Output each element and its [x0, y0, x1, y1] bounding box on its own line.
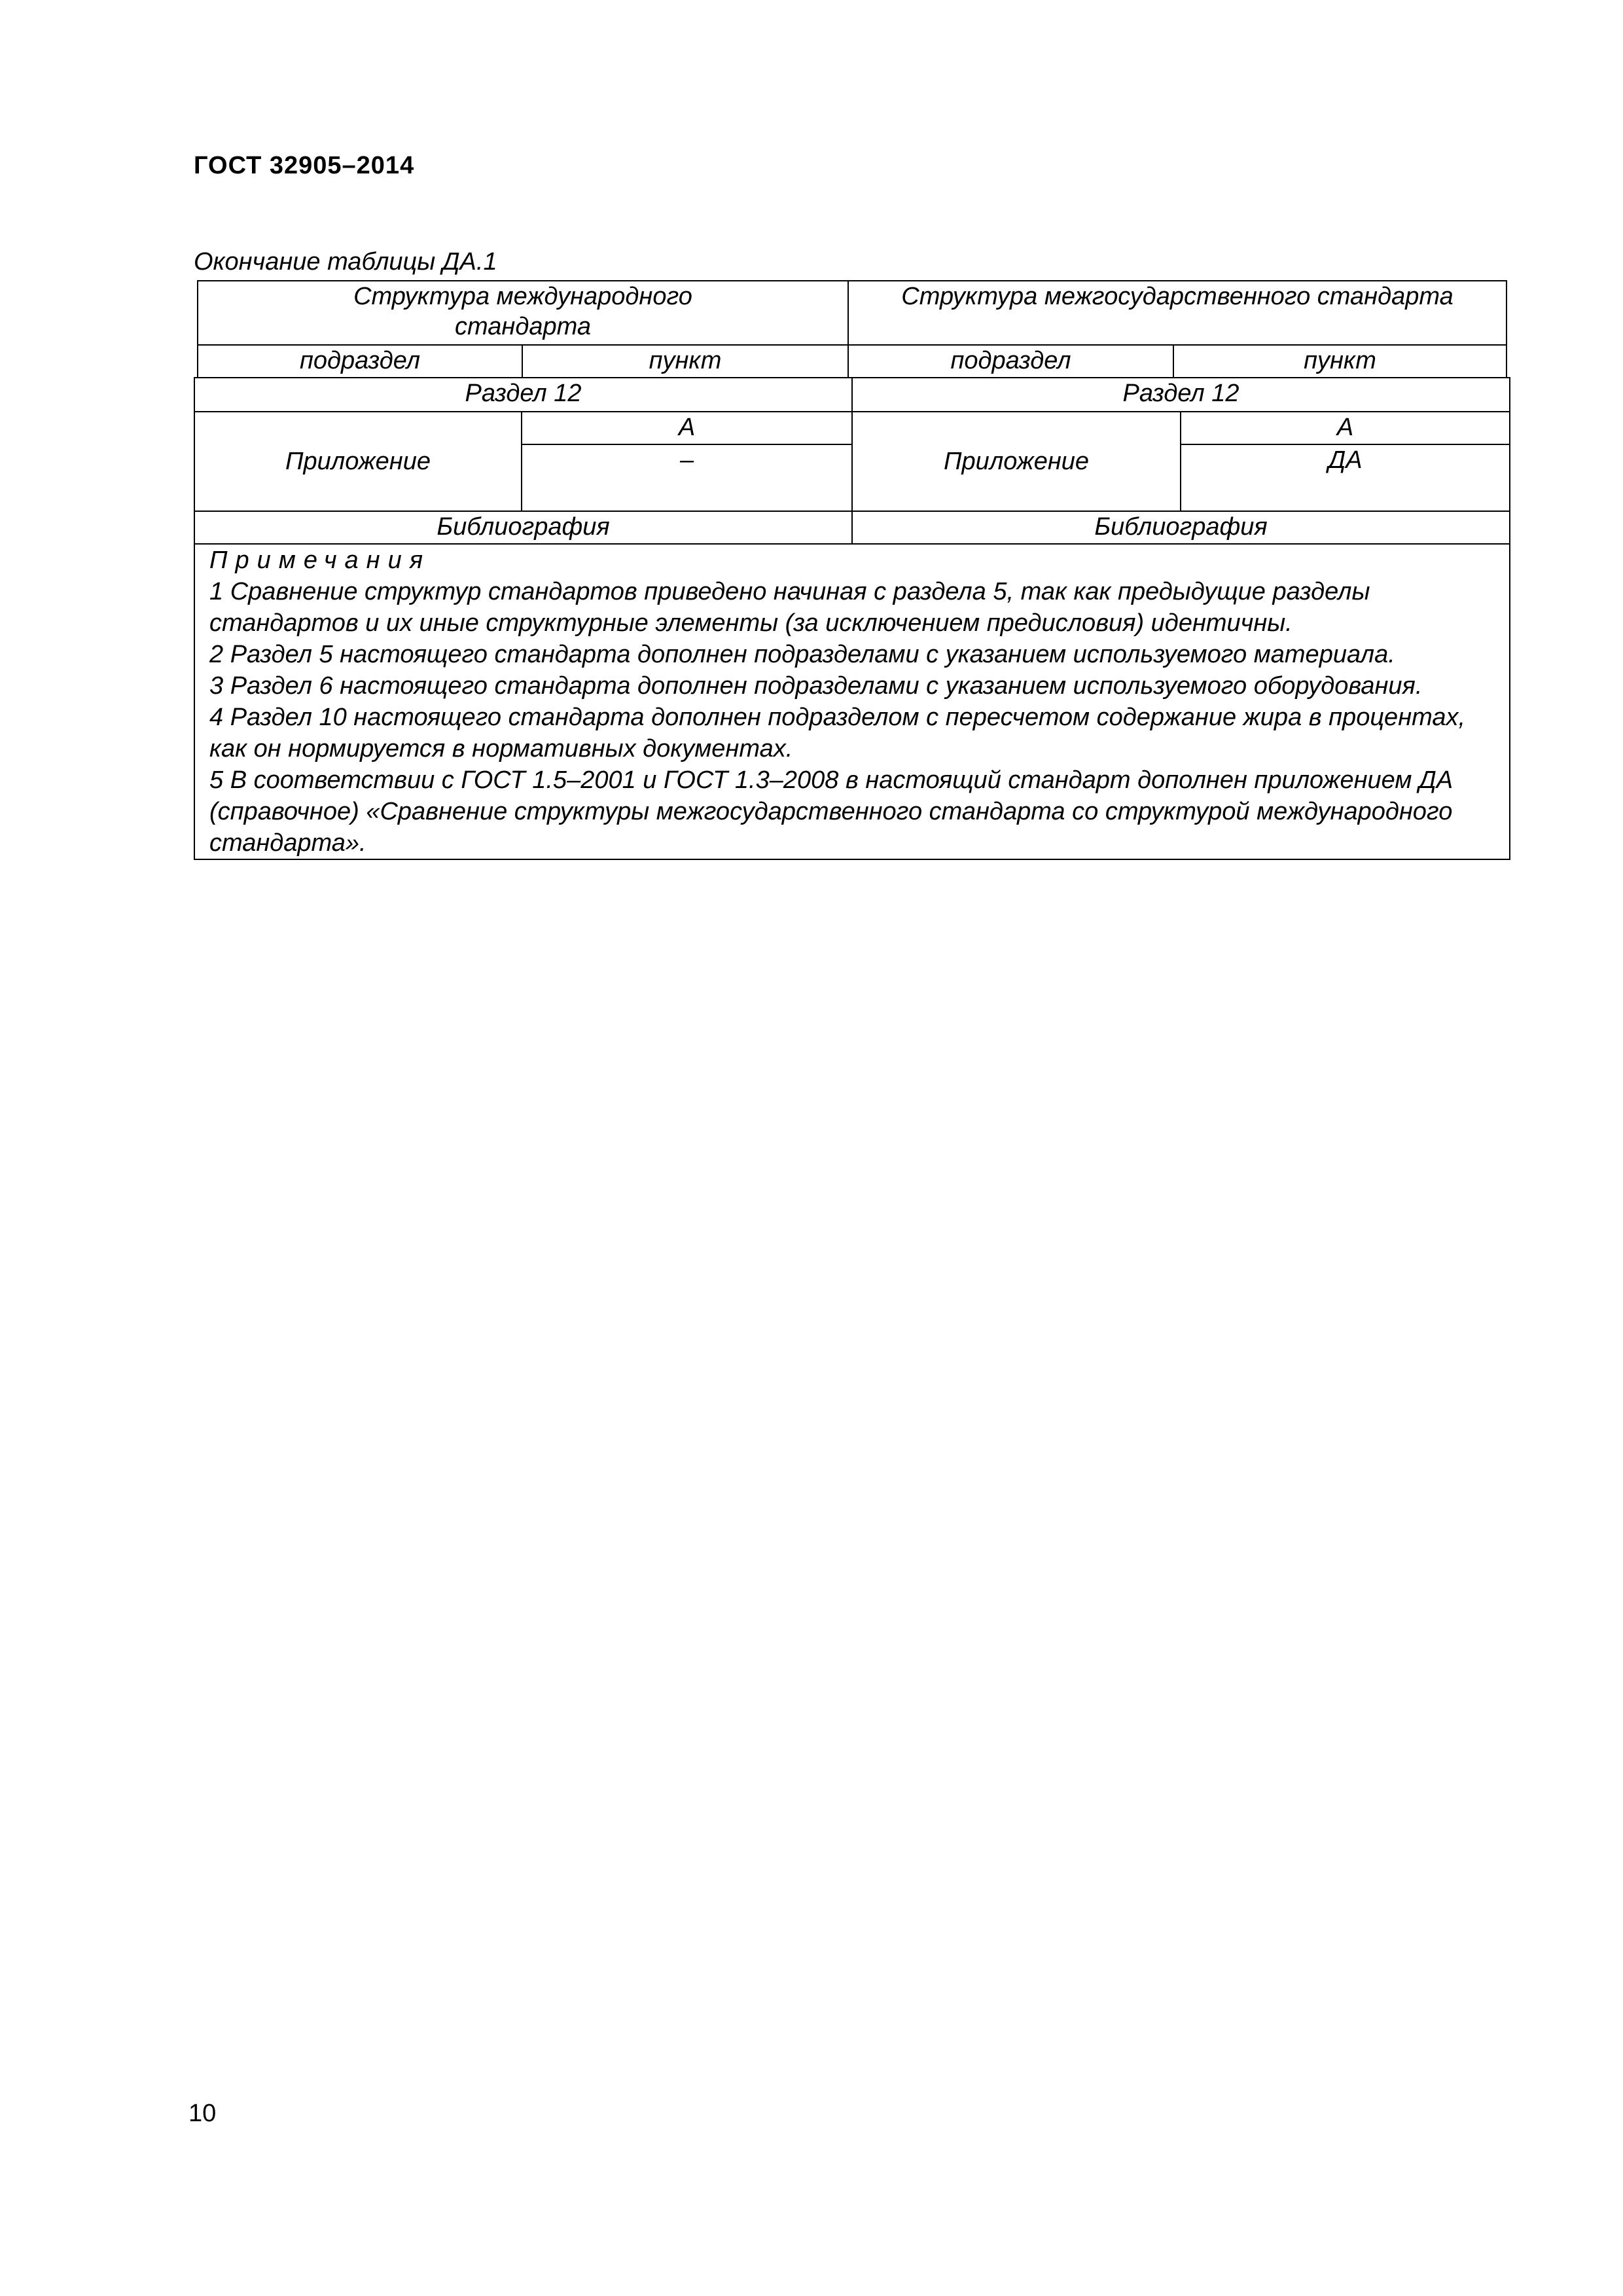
- note-item: 1 Сравнение структур стандартов приведено начиная с раздела 5, так как предыдущие разделы стандартов и их иные структурные элементы (за исключением предисловия) идентичны.: [209, 578, 1370, 637]
- appendix-right-da: ДА: [1181, 444, 1510, 511]
- document-header: ГОСТ 32905–2014: [194, 152, 415, 179]
- table-caption: Окончание таблицы ДА.1: [194, 248, 497, 276]
- subheader-subsection-right: подраздел: [848, 345, 1173, 378]
- bibliography-right: Библиография: [852, 511, 1510, 544]
- appendix-right-letter: А: [1181, 412, 1510, 444]
- appendix-left-letter: А: [522, 412, 852, 444]
- table-header: [197, 280, 1507, 378]
- col-header-interstate: Структура межгосударственного стандарта: [848, 281, 1507, 345]
- note-item: 3 Раздел 6 настоящего стандарта дополнен подразделами с указанием используемого оборудования.: [209, 672, 1423, 700]
- col-header-international: [198, 281, 848, 345]
- page-number: 10: [188, 2100, 217, 2127]
- subheader-item-right: пункт: [1173, 345, 1507, 378]
- subheader-subsection-left: подраздел: [198, 345, 522, 378]
- note-item: 5 В соответствии с ГОСТ 1.5–2001 и ГОСТ 1.3–2008 в настоящий стандарт дополнен приложением ДА (справочное) «Сравнение структуры межгосударственного стандарта со структурой международного стандарта».: [209, 766, 1454, 857]
- section-left: Раздел 12: [194, 378, 852, 412]
- notes-cell: [194, 544, 1510, 859]
- section-right: Раздел 12: [852, 378, 1510, 412]
- note-item: 4 Раздел 10 настоящего стандарта дополнен подразделом с пересчетом содержание жира в процентах, как он нормируется в нормативных документах.: [209, 704, 1466, 762]
- notes-title: Примечания: [209, 547, 431, 574]
- bibliography-left: Библиография: [194, 511, 852, 544]
- table-body: [194, 377, 1510, 860]
- appendix-right-label: Приложение: [852, 412, 1181, 511]
- col-header-international-text: Структура международного стандарта: [353, 283, 692, 340]
- appendix-left-dash: –: [522, 444, 852, 511]
- note-item: 2 Раздел 5 настоящего стандарта дополнен подразделами с указанием используемого материала.: [209, 641, 1395, 668]
- subheader-item-left: пункт: [522, 345, 848, 378]
- appendix-left-label: Приложение: [194, 412, 522, 511]
